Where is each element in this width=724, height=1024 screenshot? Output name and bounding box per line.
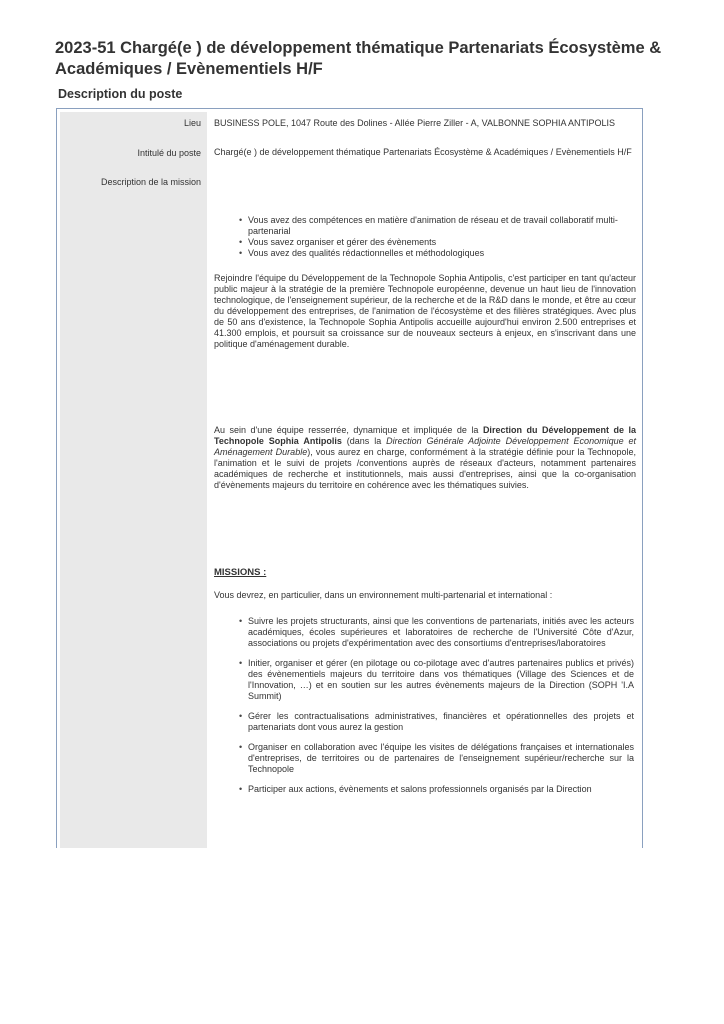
job-description-panel [56,108,643,848]
list-item: • Vous savez organiser et gérer des évènements [239,237,629,248]
label-column [60,112,207,848]
team-paragraph [214,425,636,491]
list-item: • Participer aux actions, évènements et salons professionnels organisés par la Direction [239,784,634,795]
list-item: • Initier, organiser et gérer (en pilotage ou co-pilotage avec d'autres partenaires publics et privés) des évènementiels majeurs du territoire dans vos thématiques (Village des Sciences et de l'Innovation, …) et en soutien sur les autres évènements majeurs de la Direction (SOPH 'I.A Summit) [239,658,634,702]
list-item: • Organiser en collaboration avec l'équipe les visites de délégations françaises et internationales d'entreprises, de territoires ou de partenaires de l'enseignement supérieur/recherche sur la Technopole [239,742,634,775]
intitule-value: Chargé(e ) de développement thématique Partenariats Écosystème & Académiques / Evènementiels H/F [214,147,632,157]
intitule-label: Intitulé du poste [137,148,201,158]
list-item: • Vous avez des compétences en matière d'animation de réseau et de travail collaboratif multi-partenarial [239,215,629,237]
document-title: 2023-51 Chargé(e ) de développement thématique Partenariats Écosystème & Académiques / Evènementiels H/F [55,39,662,78]
team-paragraph-part1: Au sein d'une équipe resserrée, dynamique et impliquée de la [214,425,483,435]
list-item: • Vous avez des qualités rédactionnelles et méthodologiques [239,248,629,259]
list-item: • Suivre les projets structurants, ainsi que les conventions de partenariats, initiés avec les acteurs académiques, écoles supérieures et laboratoires de recherche de l'Université Côte d'Azur, associations ou projets d'expérimentation avec des consortiums d'entreprises/laboratoires [239,616,634,649]
list-item: • Gérer les contractualisations administratives, financières et opérationnelles des projets et partenariats dont vous aurez la gestion [239,711,634,733]
missions-list [239,616,634,804]
lieu-label: Lieu [183,118,201,128]
mission-label: Description de la mission [100,177,201,187]
lieu-value: BUSINESS POLE, 1047 Route des Dolines - Allée Pierre Ziller - A, VALBONNE SOPHIA ANTIPOLIS [214,118,615,128]
dga-name: Direction Générale Adjointe Développement Economique et Aménagement Durable [214,436,637,457]
intro-bullet-list [239,215,629,259]
direction-name: Direction du Développement de la Technopole Sophia Antipolis [214,425,636,446]
team-paragraph-part2: (dans la [341,436,387,446]
team-paragraph-part3: ), vous aurez en charge, conformément à la stratégie définie pour la Technopole, l'animation et le suivi de projets /conventions auprès de réseaux d'acteurs, notamment partenaires académiques de recherche et institutionnels, mais aussi d'entreprises, ainsi que la co-organisation d'évènements majeurs du territoire en cohérence avec les thématiques suivies. [214,447,636,490]
missions-heading: MISSIONS : [214,567,267,578]
missions-intro: Vous devrez, en particulier, dans un environnement multi-partenarial et international : [214,590,553,600]
intro-paragraph: Rejoindre l'équipe du Développement de la Technopole Sophia Antipolis, c'est participer en tant qu'acteur public majeur à la stratégie de la première Technopole européenne, devenue un haut lieu de l'innovation technologique, de l'enseignement supérieur, de la recherche et de la R&D dans le monde, et être au cœur du développement des entreprises, de l'animation de l'écosystème et des filières stratégiques. Avec plus de 50 ans d'existence, la Technopole Sophia Antipolis accueille aujourd'hui environ 2.500 entreprises et 41.300 emplois, et poursuit sa croissance sur de nouveaux secteurs à enjeux, en s'inscrivant dans une politique d'aménagement durable. [214,273,636,349]
section-heading: Description du poste [58,87,183,101]
